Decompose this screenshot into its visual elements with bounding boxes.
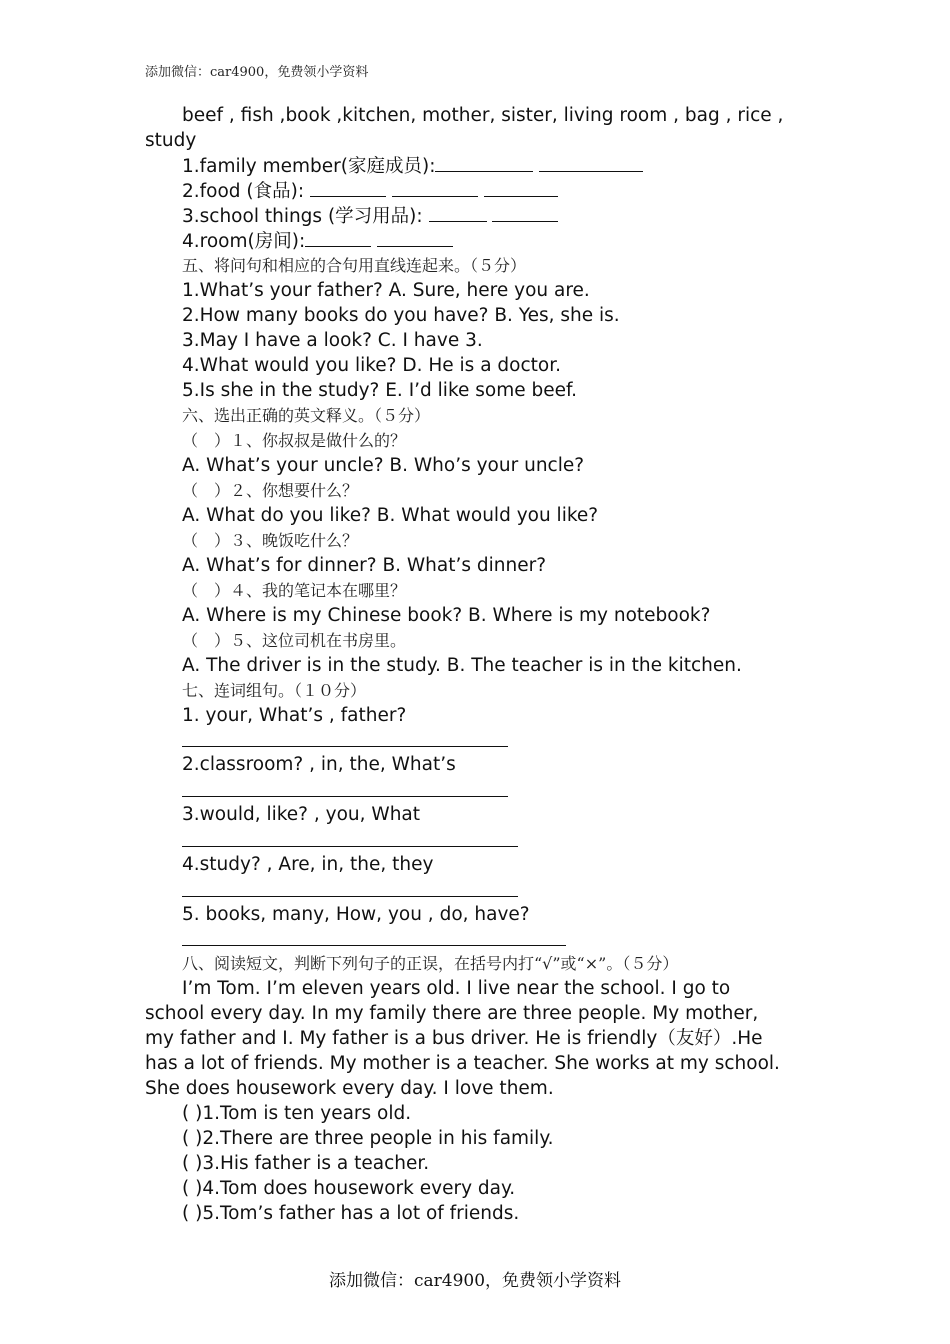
classify-item-room xyxy=(182,228,453,254)
section-6-title: 六、选出正确的英文释义。（５分） xyxy=(182,406,431,425)
page-footer: 添加微信：car4900，免费领小学资料 xyxy=(328,1271,622,1291)
choice-options: A. What’s for dinner? B. What’s dinner? xyxy=(182,555,547,576)
match-item: 2.How many books do you have? B. Yes, she is. xyxy=(182,305,620,326)
passage-line: I’m Tom. I’m eleven years old. I live near the school. I go to xyxy=(182,978,731,999)
classify-label: 1.family member(家庭成员): xyxy=(182,156,436,177)
choice-question-cn: （ ）１、你叔叔是做什么的？ xyxy=(182,431,407,450)
classify-label: 3.school things (学习用品): xyxy=(182,206,429,227)
classify-label: 4.room(房间): xyxy=(182,231,306,252)
true-false-item: ( )1.Tom is ten years old. xyxy=(182,1103,412,1124)
choice-question-cn: （ ）５、这位司机在书房里。 xyxy=(182,631,407,650)
match-item: 3.May I have a look? C. I have 3. xyxy=(182,330,483,351)
answer-line[interactable] xyxy=(182,896,518,897)
answer-line[interactable] xyxy=(182,796,508,797)
true-false-item: ( )5.Tom’s father has a lot of friends. xyxy=(182,1203,520,1224)
match-item: 1.What’s your father? A. Sure, here you are. xyxy=(182,280,590,301)
answer-blank[interactable] xyxy=(377,228,453,247)
match-item: 4.What would you like? D. He is a doctor. xyxy=(182,355,562,376)
choice-options: A. What do you like? B. What would you like? xyxy=(182,505,599,526)
passage-line: has a lot of friends. My mother is a teacher. She works at my school. xyxy=(145,1053,780,1074)
section-8-title: 八、阅读短文，判断下列句子的正误，在括号内打“√”或“×”。（５分） xyxy=(182,954,679,973)
passage-line: school every day. In my family there are three people. My mother, xyxy=(145,1003,759,1024)
match-item: 5.Is she in the study? E. I’d like some beef. xyxy=(182,380,578,401)
answer-blank[interactable] xyxy=(539,153,643,172)
section-7-title: 七、连词组句。（１０分） xyxy=(182,681,367,700)
classify-item-food xyxy=(182,178,558,204)
answer-line[interactable] xyxy=(182,846,518,847)
word-bank-line-1: beef , fish ,book ,kitchen, mother, sister, living room , bag , rice , xyxy=(182,105,784,126)
answer-blank[interactable] xyxy=(305,228,371,247)
answer-blank[interactable] xyxy=(429,203,487,222)
answer-blank[interactable] xyxy=(392,178,478,197)
answer-blank[interactable] xyxy=(310,178,386,197)
passage-line: She does housework every day. I love them. xyxy=(145,1078,554,1099)
choice-options: A. Where is my Chinese book? B. Where is my notebook? xyxy=(182,605,711,626)
classify-item-school-things xyxy=(182,203,558,229)
scrambled-words: 4.study? , Are, in, the, they xyxy=(182,854,434,875)
answer-blank[interactable] xyxy=(492,203,558,222)
scrambled-words: 5. books, many, How, you , do, have? xyxy=(182,904,530,925)
word-bank-line-2: study xyxy=(145,130,197,151)
true-false-item: ( )4.Tom does housework every day. xyxy=(182,1178,516,1199)
choice-options: A. What’s your uncle? B. Who’s your uncle? xyxy=(182,455,585,476)
scrambled-words: 1. your, What’s , father? xyxy=(182,705,407,726)
answer-line[interactable] xyxy=(182,746,508,747)
scrambled-words: 2.classroom? , in, the, What’s xyxy=(182,754,456,775)
true-false-item: ( )2.There are three people in his family. xyxy=(182,1128,554,1149)
true-false-item: ( )3.His father is a teacher. xyxy=(182,1153,430,1174)
classify-item-family xyxy=(182,153,643,179)
scrambled-words: 3.would, like? , you, What xyxy=(182,804,421,825)
choice-question-cn: （ ）３、晚饭吃什么？ xyxy=(182,531,359,550)
classify-label: 2.food (食品): xyxy=(182,181,310,202)
choice-question-cn: （ ）２、你想要什么？ xyxy=(182,481,359,500)
passage-line: my father and I. My father is a bus driver. He is friendly（友好）.He xyxy=(145,1028,763,1049)
section-5-title: 五、将问句和相应的合句用直线连起来。（５分） xyxy=(182,256,527,275)
answer-blank[interactable] xyxy=(484,178,558,197)
choice-question-cn: （ ）４、我的笔记本在哪里？ xyxy=(182,581,407,600)
answer-line[interactable] xyxy=(182,945,566,946)
choice-options: A. The driver is in the study. B. The teacher is in the kitchen. xyxy=(182,655,742,676)
page-header: 添加微信：car4900，免费领小学资料 xyxy=(145,65,369,80)
answer-blank[interactable] xyxy=(435,153,533,172)
